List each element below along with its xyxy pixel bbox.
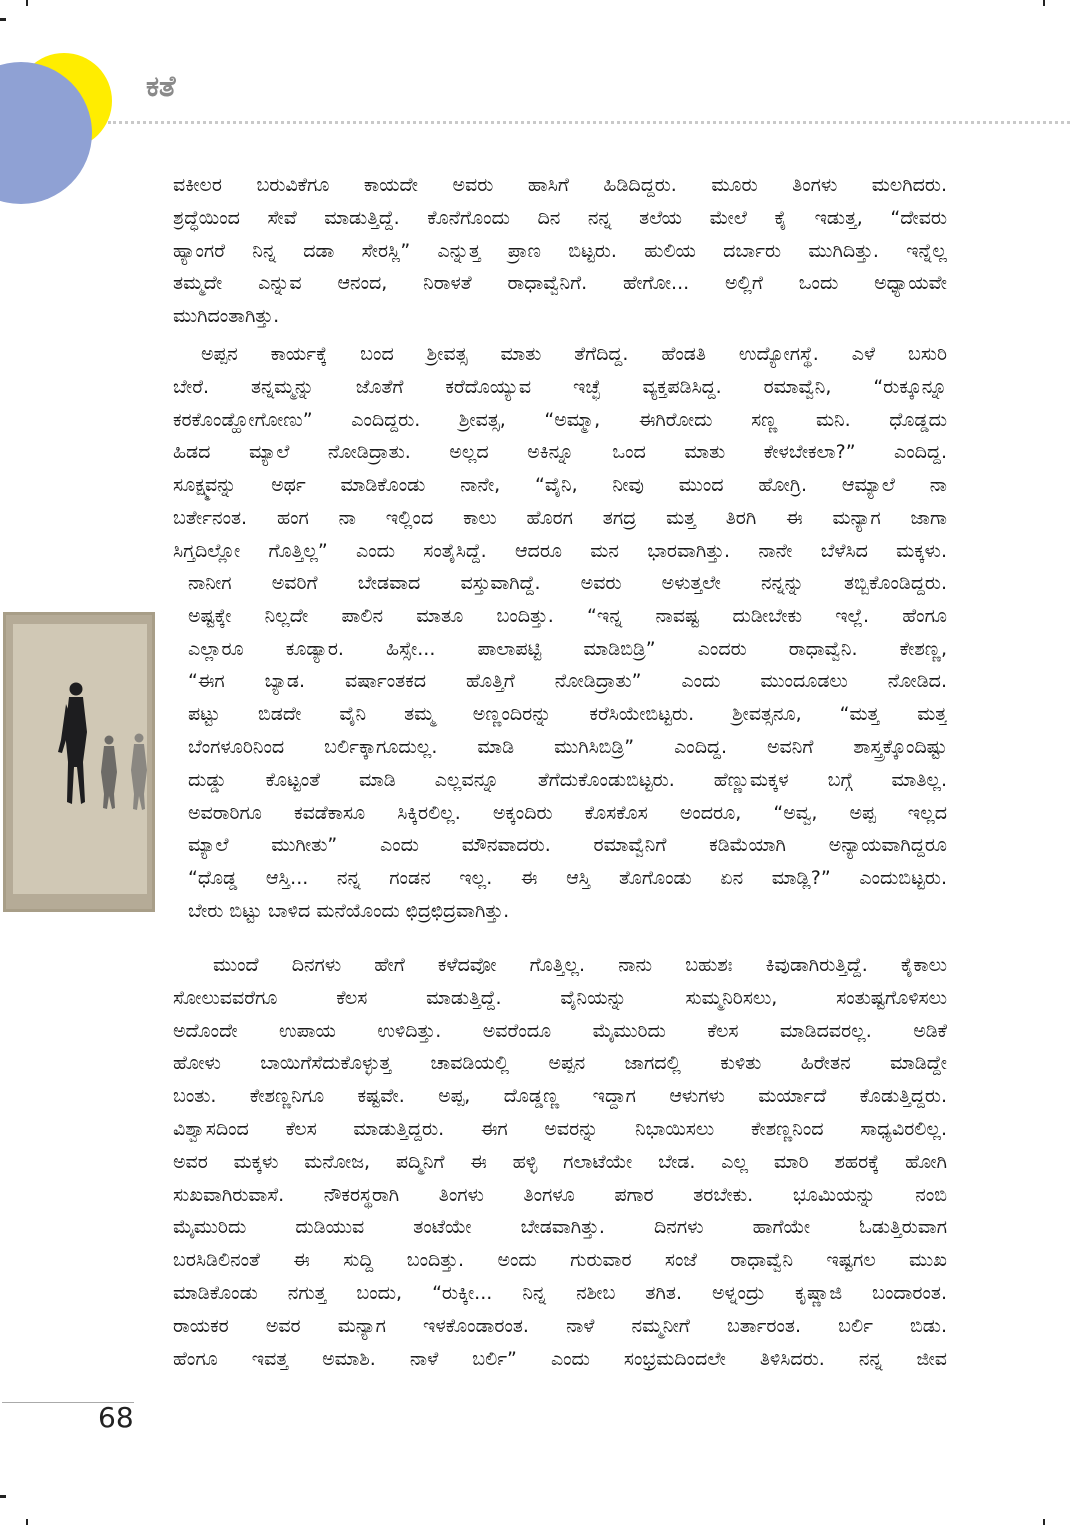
text-line: ಬಂತು. ಕೇಶಣ್ಣನಿಗೂ ಕಷ್ಟವೇ. ಅಪ್ಪ, ದೊಡ್ಡಣ್ಣ ಇದ್ದಾಗ ಆಳುಗಳು ಮರ್ಯಾದೆ ಕೊಡುತ್ತಿದ್ದರು. — [173, 1085, 947, 1108]
text-line: ಅದೊಂದೇ ಉಪಾಯ ಉಳಿದಿತ್ತು. ಅವರೆಂದೂ ಮೈಮುರಿದು ಕೆಲಸ ಮಾಡಿದವರಲ್ಲ. ಅಡಿಕೆ — [173, 1019, 947, 1042]
text-line: ಹೆಂಗೂ ಇವತ್ತ ಅಮಾಶಿ. ನಾಳೆ ಬರ್ಲಿ” ಎಂದು ಸಂಭ್ರಮದಿಂದಲೇ ತಿಳಿಸಿದರು. ನನ್ನ ಜೀವ — [173, 1347, 947, 1370]
text-line: ತಮ್ಮದೇ ಎನ್ನುವ ಆನಂದ, ನಿರಾಳತೆ ರಾಧಾವ್ವೆನಿಗೆ. ಹೇಗೋ... ಅಲ್ಲಿಗೆ ಒಂದು ಅಧ್ಯಾಯವೇ — [173, 272, 947, 295]
text-line: ಎಲ್ಲಾರೂ ಕೂಡ್ಯಾರ. ಹಿಸ್ಸೇ... ಪಾಲಾಪಟ್ಟಿ ಮಾಡಿಬಿಡ್ರಿ” ಎಂದರು ರಾಧಾವ್ವೆನಿ. ಕೇಶಣ್ಣ, — [188, 637, 947, 660]
text-line: ಬೇರು ಬಿಟ್ಟು ಬಾಳಿದ ಮನೆಯೊಂದು ಛಿದ್ರಛಿದ್ರವಾಗಿತ್ತು. — [188, 899, 510, 922]
text-line: ಅವರ ಮಕ್ಕಳು ಮನೋಜ, ಪದ್ಮಿನಿಗೆ ಈ ಹಳ್ಳಿ ಗಲಾಟೆಯೇ ಬೇಡ. ಎಲ್ಲ ಮಾರಿ ಶಹರಕ್ಕೆ ಹೋಗಿ — [173, 1150, 947, 1173]
text-line: ಮೈಮುರಿದು ದುಡಿಯುವ ತಂಟೆಯೇ ಬೇಡವಾಗಿತ್ತು. ದಿನಗಳು ಹಾಗೆಯೇ ಓಡುತ್ತಿರುವಾಗ — [173, 1216, 947, 1239]
people-figures-illustration — [3, 612, 155, 912]
text-line: ಮುಂದೆ ದಿನಗಳು ಹೇಗೆ ಕಳೆದವೋ ಗೊತ್ತಿಲ್ಲ. ನಾನು ಬಹುಶಃ ಕಿವುಡಾಗಿರುತ್ತಿದ್ದೆ. ಕೈಕಾಲು — [213, 954, 947, 976]
text-line: ಮ್ಯಾಲೆ ಮುಗೀತು” ಎಂದು ಮೌನವಾದರು. ರಮಾವ್ವೆನಿಗೆ ಕಡಿಮೆಯಾಗಿ ಅನ್ಯಾಯವಾಗಿದ್ದರೂ — [188, 834, 947, 857]
text-line: ವಕೀಲರ ಬರುವಿಕೆಗೂ ಕಾಯದೇ ಅವರು ಹಾಸಿಗೆ ಹಿಡಿದಿದ್ದರು. ಮೂರು ತಿಂಗಳು ಮಲಗಿದರು. — [173, 174, 947, 196]
crop-mark — [1043, 0, 1045, 6]
text-line: ಬರ್ತೇನಂತ. ಹಂಗ ನಾ ಇಲ್ಲಿಂದ ಕಾಲು ಹೊರಗ ತಗದ್ರ ಮತ್ತ ತಿರಗಿ ಈ ಮನ್ಯಾಗ ಜಾಗಾ — [173, 506, 947, 529]
text-line: ಬರಸಿಡಿಲಿನಂತೆ ಈ ಸುದ್ದಿ ಬಂದಿತ್ತು. ಅಂದು ಗುರುವಾರ ಸಂಜೆ ರಾಧಾವ್ವೆನಿ ಇಷ್ಟಗಲ ಮುಖ — [173, 1249, 947, 1272]
text-line: ಅಪ್ಪನ ಕಾರ್ಯಕ್ಕೆ ಬಂದ ಶ್ರೀವತ್ಸ ಮಾತು ತೆಗೆದಿದ್ದ. ಹೆಂಡತಿ ಉದ್ಯೋಗಸ್ಥೆ. ಎಳೆ ಬಸುರಿ — [201, 343, 947, 365]
text-line: ಸಿಗ್ತದಿಲ್ಲೋ ಗೊತ್ತಿಲ್ಲ” ಎಂದು ಸಂತೈಸಿದ್ದೆ. ಆದರೂ ಮನ ಭಾರವಾಗಿತ್ತು. ನಾನೇ ಬೆಳೆಸಿದ ಮಕ್ಕಳು. — [173, 539, 947, 562]
text-line: ಕರಕೊಂಡ್ಹೋಗೋಣು” ಎಂದಿದ್ದರು. ಶ್ರೀವತ್ಸ, “ಅಮ್ಮಾ, ಈಗಿರೋದು ಸಣ್ಣ ಮನಿ. ಧೊಡ್ಡದು — [173, 408, 947, 431]
text-line: ಮಾಡಿಕೊಂಡು ನಗುತ್ತ ಬಂದು, “ರುಕ್ಕೀ... ನಿನ್ನ ನಶೀಬ ತಗಿತ. ಅಳ್ನಂದ್ರು ಕೃಷ್ಣಾಜಿ ಬಂದಾರಂತ. — [173, 1281, 947, 1304]
text-line: ಹಿಡದ ಮ್ಯಾಲೆ ನೋಡಿದ್ರಾತು. ಅಲ್ಲದ ಅಕಿನ್ನೂ ಒಂದ ಮಾತು ಕೇಳಬೇಕಲಾ?” ಎಂದಿದ್ದ. — [173, 441, 947, 464]
text-line: ಸುಖವಾಗಿರುವಾಸೆ. ನೌಕರಸ್ಥರಾಗಿ ತಿಂಗಳು ತಿಂಗಳೂ ಪಗಾರ ತರಬೇಕು. ಭೂಮಿಯನ್ನು ನಂಬಿ — [173, 1183, 947, 1206]
crop-mark — [0, 1495, 6, 1498]
text-line: ಸೋಲುವವರೆಗೂ ಕೆಲಸ ಮಾಡುತ್ತಿದ್ದೆ. ವೈನಿಯನ್ನು ಸುಮ್ಮನಿರಿಸಲು, ಸಂತುಷ್ಟಗೊಳಿಸಲು — [173, 986, 947, 1009]
crop-mark — [26, 0, 28, 6]
paragraph-3 — [188, 567, 947, 928]
text-line: ಪಟ್ಟು ಬಿಡದೇ ವೈನಿ ತಮ್ಮ ಅಣ್ಣಂದಿರನ್ನು ಕರೆಸಿಯೇಬಿಟ್ಟರು. ಶ್ರೀವತ್ಸನೂ, “ಮತ್ತ ಮತ್ತ — [188, 703, 947, 726]
text-line: ಅವರಾರಿಗೂ ಕವಡೆಕಾಸೂ ಸಿಕ್ಕಿರಲಿಲ್ಲ. ಅಕ್ಕಂದಿರು ಕೊಸಕೊಸ ಅಂದರೂ, “ಅವ್ವ, ಅಪ್ಪ ಇಲ್ಲದ — [188, 801, 947, 824]
text-line: ನಾನೀಗ ಅವರಿಗೆ ಬೇಡವಾದ ವಸ್ತುವಾಗಿದ್ದೆ. ಅವರು ಅಳುತ್ತಲೇ ನನ್ನನ್ನು ತಬ್ಬಿಕೊಂಡಿದ್ದರು. — [188, 572, 947, 594]
text-line: ಬೇರೆ. ತನ್ನಮ್ಮನ್ನು ಜೊತೆಗೆ ಕರೆದೊಯ್ಯುವ ಇಚ್ಛೆ ವ್ಯಕ್ತಪಡಿಸಿದ್ದ. ರಮಾವ್ವೆನಿ, “ರುಕ್ಕೂನ್ನೂ — [173, 375, 947, 398]
section-title: ಕತೆ — [146, 69, 176, 103]
header-dotted-rule — [108, 121, 1070, 124]
text-line: ಹ್ಯಾಂಗರೆ ನಿನ್ನ ದಡಾ ಸೇರಸ್ಲಿ” ಎನ್ನುತ್ತ ಪ್ರಾಣ ಬಿಟ್ಟರು. ಹುಲಿಯ ದರ್ಬಾರು ಮುಗಿದಿತ್ತು. ಇನ್ನೆಲ್ಲ — [173, 239, 947, 262]
text-line: ಹೋಳು ಬಾಯಿಗೆಸೆದುಕೊಳ್ಳುತ್ತ ಚಾವಡಿಯಲ್ಲಿ ಅಪ್ಪನ ಜಾಗದಲ್ಲಿ ಕುಳಿತು ಹಿರೇತನ ಮಾಡಿದ್ದೇ — [173, 1052, 947, 1075]
text-line: “ಈಗ ಬ್ಯಾಡ. ವರ್ಷಾಂತಕದ ಹೊತ್ತಿಗೆ ನೋಡಿದ್ರಾತು” ಎಂದು ಮುಂದೂಡಲು ನೋಡಿದ. — [188, 670, 947, 693]
text-line: ಸೂಕ್ಷ್ಮವನ್ನು ಅರ್ಥ ಮಾಡಿಕೊಂಡು ನಾನೇ, “ವೈನಿ, ನೀವು ಮುಂದ ಹೋಗ್ರಿ. ಆಮ್ಯಾಲೆ ನಾ — [173, 474, 947, 497]
crop-mark — [26, 1519, 28, 1525]
text-line: ಅಷ್ಟಕ್ಕೇ ನಿಲ್ಲದೇ ಪಾಲಿನ ಮಾತೂ ಬಂದಿತ್ತು. “ಇನ್ನ ನಾವಷ್ಟ ದುಡೀಬೇಕು ಇಲ್ಲೆ. ಹೆಂಗೂ — [188, 604, 947, 627]
text-line: ದುಡ್ಡು ಕೊಟ್ಟಂತೆ ಮಾಡಿ ಎಲ್ಲವನ್ನೂ ತೆಗೆದುಕೊಂಡುಬಿಟ್ಟರು. ಹೆಣ್ಣುಮಕ್ಕಳ ಬಗ್ಗೆ ಮಾತಿಲ್ಲ. — [188, 768, 947, 791]
paragraph-2 — [173, 338, 947, 568]
crop-mark — [1043, 1519, 1045, 1525]
text-line: ವಿಶ್ವಾಸದಿಂದ ಕೆಲಸ ಮಾಡುತ್ತಿದ್ದರು. ಈಗ ಅವರನ್ನು ನಿಭಾಯಿಸಲು ಕೇಶಣ್ಣನಿಂದ ಸಾಧ್ಯವಿರಲಿಲ್ಲ. — [173, 1117, 947, 1140]
page-number: 68 — [98, 1401, 134, 1434]
crop-mark — [0, 18, 6, 21]
paragraph-4 — [173, 949, 947, 1375]
text-line: ರಾಯಕರ ಅವರ ಮನ್ಯಾಗ ಇಳಕೊಂಡಾರಂತ. ನಾಳೆ ನಮ್ಮನೀಗೆ ಬರ್ತಾರಂತ. ಬರ್ಲಿ ಬಿಡು. — [173, 1314, 947, 1337]
text-line: “ಧೊಡ್ಡ ಆಸ್ತಿ... ನನ್ನ ಗಂಡನ ಇಲ್ಲ. ಈ ಆಸ್ತಿ ತೊಗೊಂಡು ಏನ ಮಾಡ್ಲಿ?” ಎಂದುಬಿಟ್ಟರು. — [188, 867, 947, 890]
text-line: ಮುಗಿದಂತಾಗಿತ್ತು. — [173, 305, 280, 328]
text-line: ಬೆಂಗಳೂರಿನಿಂದ ಬರ್ಲಿಕ್ಕಾಗೂದುಲ್ಲ. ಮಾಡಿ ಮುಗಿಸಿಬಿಡ್ರಿ” ಎಂದಿದ್ದ. ಅವನಿಗೆ ಶಾಸ್ತ್ರಕ್ಕೊಂದಿಷ್ಟು — [188, 735, 947, 758]
text-line: ಶ್ರದ್ಧೆಯಿಂದ ಸೇವೆ ಮಾಡುತ್ತಿದ್ದೆ. ಕೊನೆಗೊಂದು ದಿನ ನನ್ನ ತಲೆಯ ಮೇಲೆ ಕೈ ಇಡುತ್ತ, “ದೇವರು — [173, 206, 947, 229]
paragraph-1 — [173, 169, 947, 333]
